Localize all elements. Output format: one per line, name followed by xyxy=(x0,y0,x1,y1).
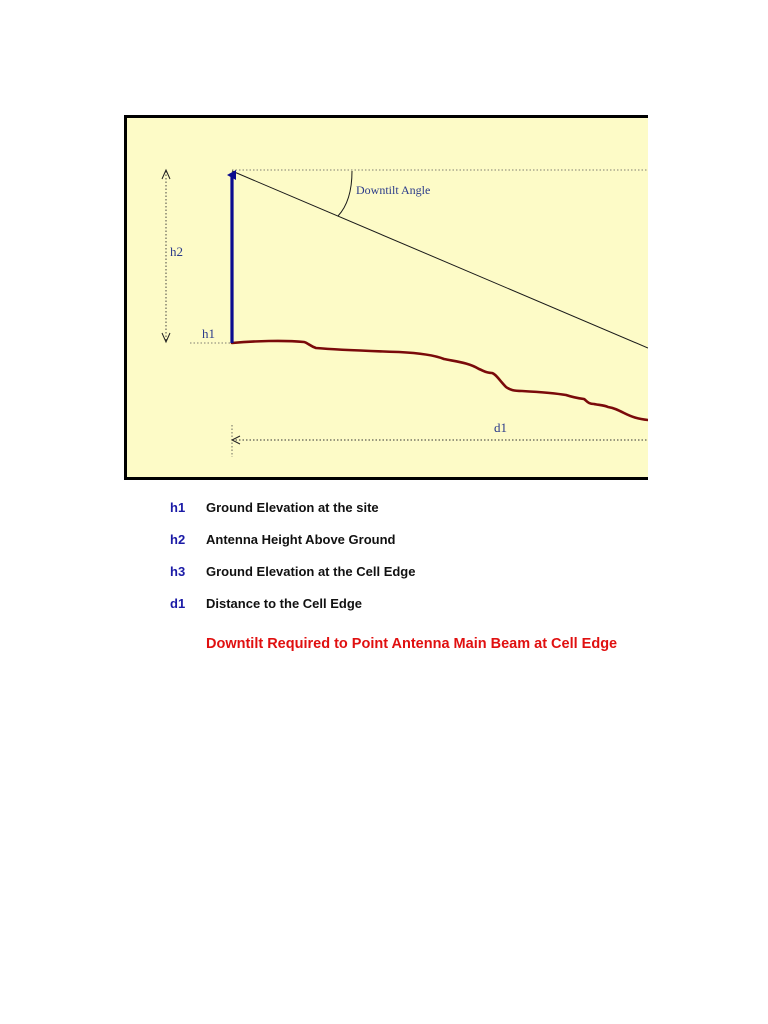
legend-description: Distance to the Cell Edge xyxy=(206,596,363,611)
legend-key: h1 xyxy=(170,500,186,515)
legend-description: Ground Elevation at the Cell Edge xyxy=(206,564,416,579)
legend-key: h2 xyxy=(170,532,186,547)
downtilt-diagram xyxy=(124,115,648,481)
h1-label: h1 xyxy=(202,326,215,341)
legend-description: Antenna Height Above Ground xyxy=(206,532,396,547)
h2-label: h2 xyxy=(170,244,183,259)
legend-row-h2 xyxy=(170,532,690,564)
legend-key: d1 xyxy=(170,596,186,611)
legend xyxy=(170,500,690,628)
downtilt-angle-label: Downtilt Angle xyxy=(356,183,431,197)
legend-row-h3 xyxy=(170,564,690,596)
legend-row-d1 xyxy=(170,596,690,628)
legend-row-h1 xyxy=(170,500,690,532)
legend-key: h3 xyxy=(170,564,186,579)
legend-description: Ground Elevation at the site xyxy=(206,500,379,515)
conclusion-text: Downtilt Required to Point Antenna Main Beam at Cell Edge xyxy=(206,636,618,652)
diagram-panel xyxy=(126,117,649,479)
d1-label: d1 xyxy=(494,420,507,435)
